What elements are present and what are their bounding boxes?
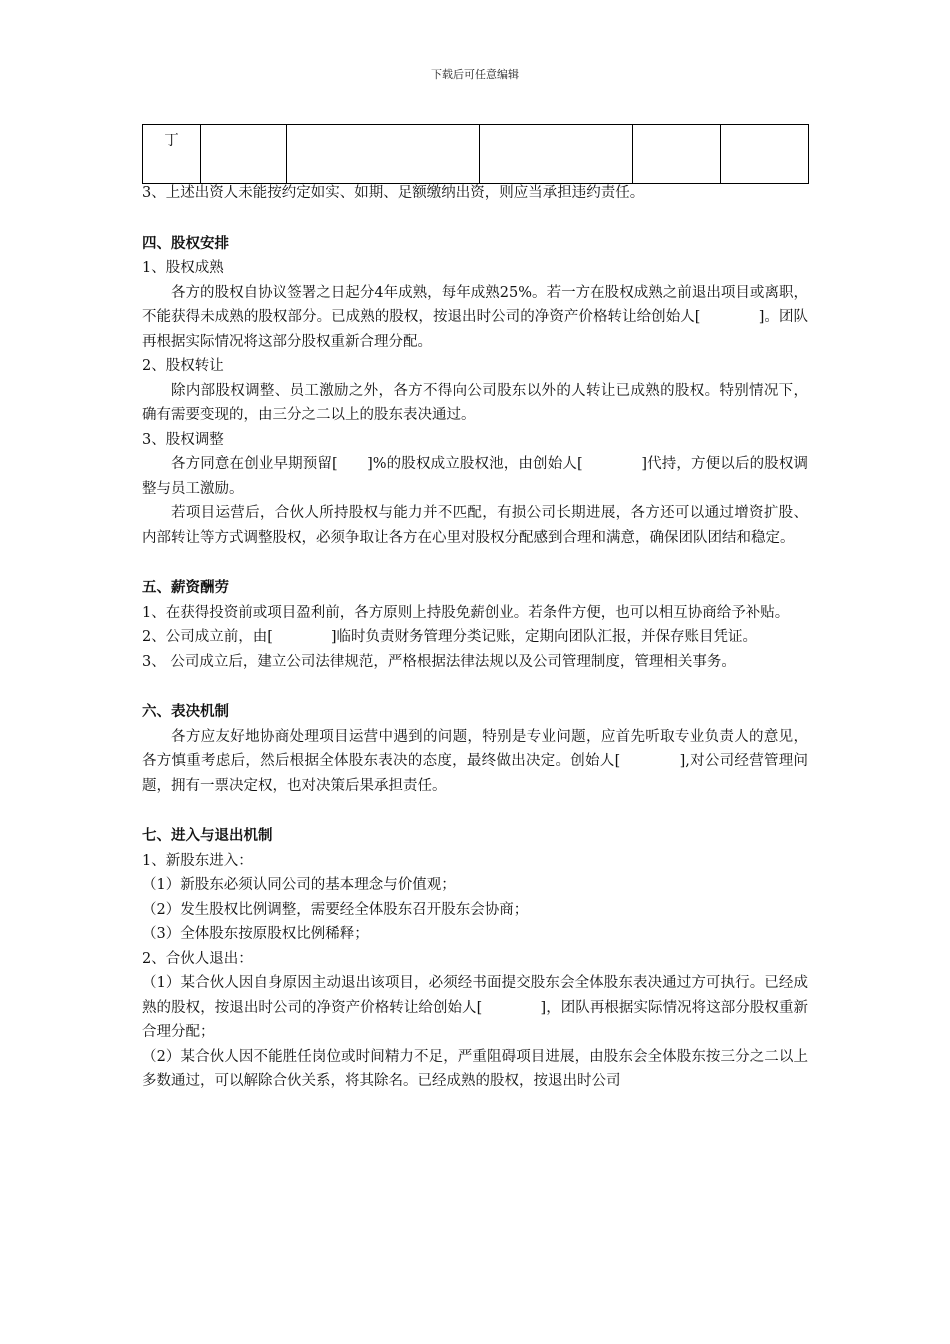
section-heading-4: 四、股权安排 bbox=[142, 235, 229, 252]
subheading: 1、新股东进入： bbox=[142, 852, 253, 869]
table-cell bbox=[480, 125, 633, 184]
paragraph: 各方应友好地协商处理项目运营中遇到的问题，特别是专业问题，应首先听取专业负责人的意见，各方慎重考虑后，然后根据全体股东表决的态度，最终做出决定。创始人[ ],对公司经营管理问题，拥有一票决定权，也对决策后果承担责任。 bbox=[142, 728, 808, 794]
list-item: （2）某合伙人因不能胜任岗位或时间精力不足，严重阻碍项目进展，由股东会全体股东按三分之二以上多数通过，可以解除合伙关系，将其除名。已经成熟的股权，按退出时公司 bbox=[142, 1048, 808, 1089]
section-heading-5: 五、薪资酬劳 bbox=[142, 580, 229, 596]
section-heading-7: 七、进入与退出机制 bbox=[142, 828, 273, 844]
list-item: （2）发生股权比例调整，需要经全体股东召开股东会协商； bbox=[142, 901, 529, 918]
table-cell bbox=[721, 125, 809, 184]
paragraph: 各方同意在创业早期预留[ ]%的股权成立股权池，由创始人[ ]代持，方便以后的股权调整与员工激励。 bbox=[142, 456, 808, 497]
subheading: 2、合伙人退出： bbox=[142, 950, 253, 967]
paragraph: 1、在获得投资前或项目盈利前，各方原则上持股免薪创业。若条件方便，也可以相互协商给予补贴。 bbox=[142, 604, 790, 621]
investor-table-fragment bbox=[142, 124, 809, 184]
table-cell bbox=[633, 125, 721, 184]
table-cell bbox=[287, 125, 480, 184]
paragraph: 各方的股权自协议签署之日起分4年成熟，每年成熟25%。若一方在股权成熟之前退出项目或离职，不能获得未成熟的股权部分。已成熟的股权，按退出时公司的净资产价格转让给创始人[ ]。团队再根据实际情况将这部分股权重新合理分配。 bbox=[142, 284, 808, 350]
paragraph: 2、公司成立前，由[ ]临时负责财务管理分类记账，定期向团队汇报，并保存账目凭证。 bbox=[142, 629, 758, 645]
page-header: 下载后可任意编辑 bbox=[431, 68, 519, 81]
list-item: （1）某合伙人因自身原因主动退出该项目，必须经书面提交股东会全体股东表决通过方可执行。已经成熟的股权，按退出时公司的净资产价格转让给创始人[ ]，团队再根据实际情况将这部分股权重新合理分配； bbox=[142, 975, 808, 1040]
subheading: 1、股权成熟 bbox=[142, 260, 224, 276]
subheading: 3、股权调整 bbox=[142, 431, 224, 448]
list-item: （3）全体股东按原股权比例稀释； bbox=[142, 926, 369, 942]
paragraph: 若项目运营后，合伙人所持股权与能力并不匹配，有损公司长期进展，各方还可以通过增资扩股、内部转让等方式调整股权，必须争取让各方在心里对股权分配感到合理和满意，确保团队团结和稳定。 bbox=[142, 505, 808, 546]
paragraph: 除内部股权调整、员工激励之外，各方不得向公司股东以外的人转让已成熟的股权。特别情况下，确有需要变现的，由三分之二以上的股东表决通过。 bbox=[142, 382, 808, 423]
subheading: 2、股权转让 bbox=[142, 358, 224, 374]
document-body bbox=[142, 181, 808, 1094]
section-heading-6: 六、表决机制 bbox=[142, 704, 229, 720]
table-row bbox=[143, 125, 809, 184]
table-cell-name: 丁 bbox=[143, 125, 201, 184]
table-cell bbox=[201, 125, 287, 184]
paragraph: 3、上述出资人未能按约定如实、如期、足额缴纳出资，则应当承担违约责任。 bbox=[142, 185, 645, 201]
paragraph: 3、 公司成立后，建立公司法律规范，严格根据法律法规以及公司管理制度，管理相关事务。 bbox=[142, 653, 736, 670]
list-item: （1）新股东必须认同公司的基本理念与价值观； bbox=[142, 877, 456, 893]
